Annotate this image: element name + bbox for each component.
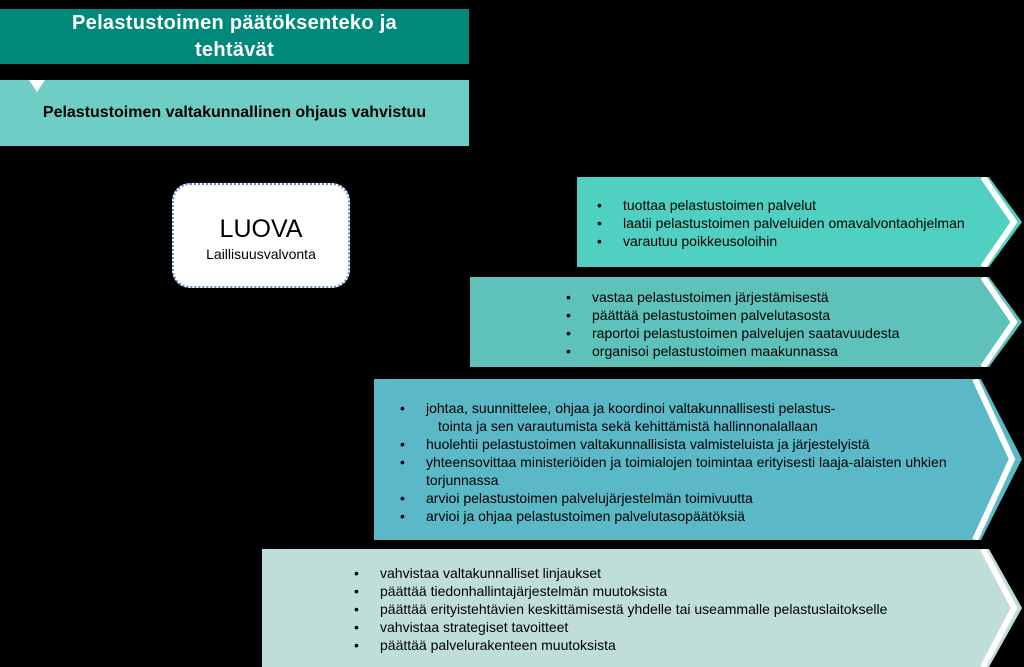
- list-item: • varautuu poikkeusoloihin: [597, 232, 965, 250]
- list-item: • vastaa pelastustoimen järjestämisestä: [566, 288, 899, 306]
- list-item: • vahvistaa valtakunnalliset linjaukset: [354, 564, 887, 582]
- title-line-2: tehtävät: [194, 39, 275, 61]
- band-list: [354, 564, 887, 654]
- list-item: • raportoi pelastustoimen palvelujen saatavuudesta: [566, 324, 899, 342]
- page-title: [0, 9, 469, 64]
- list-item: • johtaa, suunnittelee, ohjaa ja koordinoi valtakunnallisesti pelastus- tointa ja sen varautumista sekä kehittämistä hallinnonalallaan: [400, 399, 947, 435]
- subtitle-text: Pelastustoimen valtakunnallinen ohjaus vahvistuu: [42, 104, 427, 121]
- subtitle-banner: [0, 80, 469, 146]
- list-item: • arvioi pelastustoimen palvelujärjestelmän toimivuutta: [400, 489, 947, 507]
- list-item: • vahvistaa strategiset tavoitteet: [354, 618, 887, 636]
- list-item: • päättää pelastustoimen palvelutasosta: [566, 306, 899, 324]
- band-pelastuslaitos: [577, 177, 1024, 267]
- band-list: [400, 399, 947, 525]
- list-item: • yhteensovittaa ministeriöiden ja toimialojen toimintaa erityisesti laaja-alaisten uhkien torjunnassa: [400, 453, 947, 489]
- notch-arrow-icon: [29, 80, 45, 92]
- band-maakunta: [470, 277, 1024, 367]
- list-item: • organisoi pelastustoimen maakunnassa: [566, 342, 899, 360]
- band-valtioneuvosto: [262, 549, 1024, 667]
- band-ministerio: [374, 379, 1024, 540]
- luova-role: Laillisuusvalvonta: [206, 246, 316, 262]
- list-item-continuation: torjunnassa: [426, 472, 499, 488]
- luova-name: LUOVA: [219, 215, 303, 243]
- list-item-continuation: tointa ja sen varautumista sekä kehittämistä hallinnonalallaan: [438, 418, 818, 434]
- list-item: • tuottaa pelastustoimen palvelut: [597, 196, 965, 214]
- list-item: • huolehtii pelastustoimen valtakunnallisista valmisteluista ja järjestelyistä: [400, 435, 947, 453]
- list-item: • päättää tiedonhallintajärjestelmän muutoksista: [354, 582, 887, 600]
- list-item: • päättää erityistehtävien keskittämisestä yhdelle tai useammalle pelastuslaitokselle: [354, 600, 887, 618]
- list-item: • päättää palvelurakenteen muutoksista: [354, 636, 887, 654]
- title-line-1: Pelastustoimen päätöksenteko ja: [72, 12, 397, 34]
- band-list: [566, 288, 899, 360]
- luova-box: [172, 183, 350, 288]
- list-item: • arvioi ja ohjaa pelastustoimen palvelutasopäätöksiä: [400, 507, 947, 525]
- band-list: [597, 196, 965, 250]
- list-item: • laatii pelastustoimen palveluiden omavalvontaohjelman: [597, 214, 965, 232]
